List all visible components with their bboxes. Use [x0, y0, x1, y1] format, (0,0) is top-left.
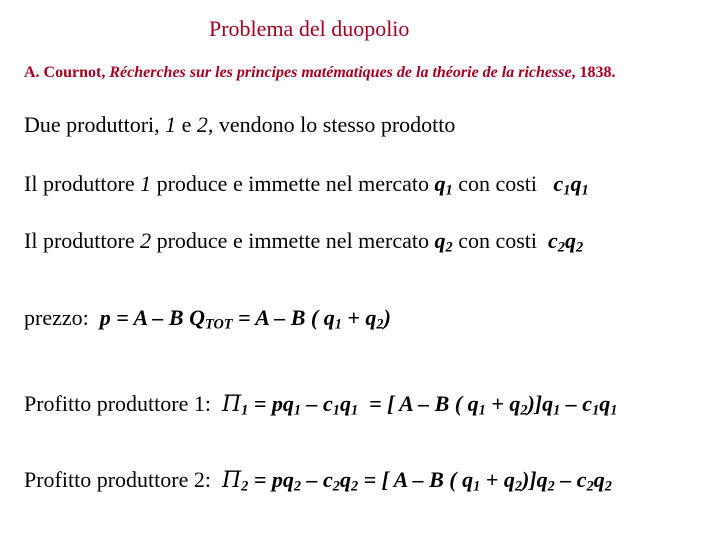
producer2-desc: produce e immette nel mercato: [156, 228, 430, 253]
intro-text-2: e: [181, 112, 192, 137]
producer2-cost: $c_2q_2$: [548, 228, 584, 256]
profit1-formula: $\Pi_1 = pq_1 - c_1q_1$ = [ A – B ( $q_1 + q_2)]q_1 - c_1q_1$: [221, 391, 618, 419]
producer2-label: Il produttore: [24, 228, 135, 253]
producer1-desc: produce e immette nel mercato: [156, 171, 430, 196]
producer1-cost-label: con costi: [458, 171, 538, 196]
profit2-formula: $\Pi_2 = pq_2 - c_2q_2$ = [ A – B ( $q_1 + q_2)]q_2 - c_2q_2$: [221, 467, 612, 495]
slide-title: Problema del duopolio: [209, 16, 410, 41]
intro-text-3: , vendono lo stesso prodotto: [207, 112, 456, 137]
price-label: prezzo:: [24, 305, 89, 330]
producer2-quantity: $q_2$: [434, 228, 453, 256]
profit1-line: [24, 391, 617, 417]
profit2-label: Profitto produttore 2:: [24, 467, 211, 492]
intro-producer-1: 1: [165, 112, 177, 137]
reference-year: , 1838.: [571, 64, 616, 81]
producer1-number: 1: [140, 171, 152, 196]
producer1-label: Il produttore: [24, 171, 135, 196]
producer2-cost-label: con costi: [458, 228, 538, 253]
producer2-number: 2: [140, 228, 152, 253]
price-line: [24, 305, 391, 331]
intro-line: [24, 112, 455, 138]
reference-author: A. Cournot,: [24, 64, 106, 81]
producer1-line: [24, 171, 589, 197]
price-formula: p = A – B $Q_{TOT} = A - B$ ( $q_1 + q_2$): [99, 305, 391, 333]
reference-work: Récherches sur les principes matématiques de la théorie de la richesse: [109, 64, 572, 81]
reference-line: [24, 64, 616, 82]
producer2-line: [24, 228, 583, 254]
profit2-line: [24, 467, 612, 493]
producer1-quantity: $q_1$: [434, 171, 453, 199]
intro-text-1: Due produttori,: [24, 112, 160, 137]
producer1-cost: $c_1q_1$: [553, 171, 589, 199]
intro-producer-2: 2: [196, 112, 208, 137]
profit1-label: Profitto produttore 1:: [24, 391, 211, 416]
